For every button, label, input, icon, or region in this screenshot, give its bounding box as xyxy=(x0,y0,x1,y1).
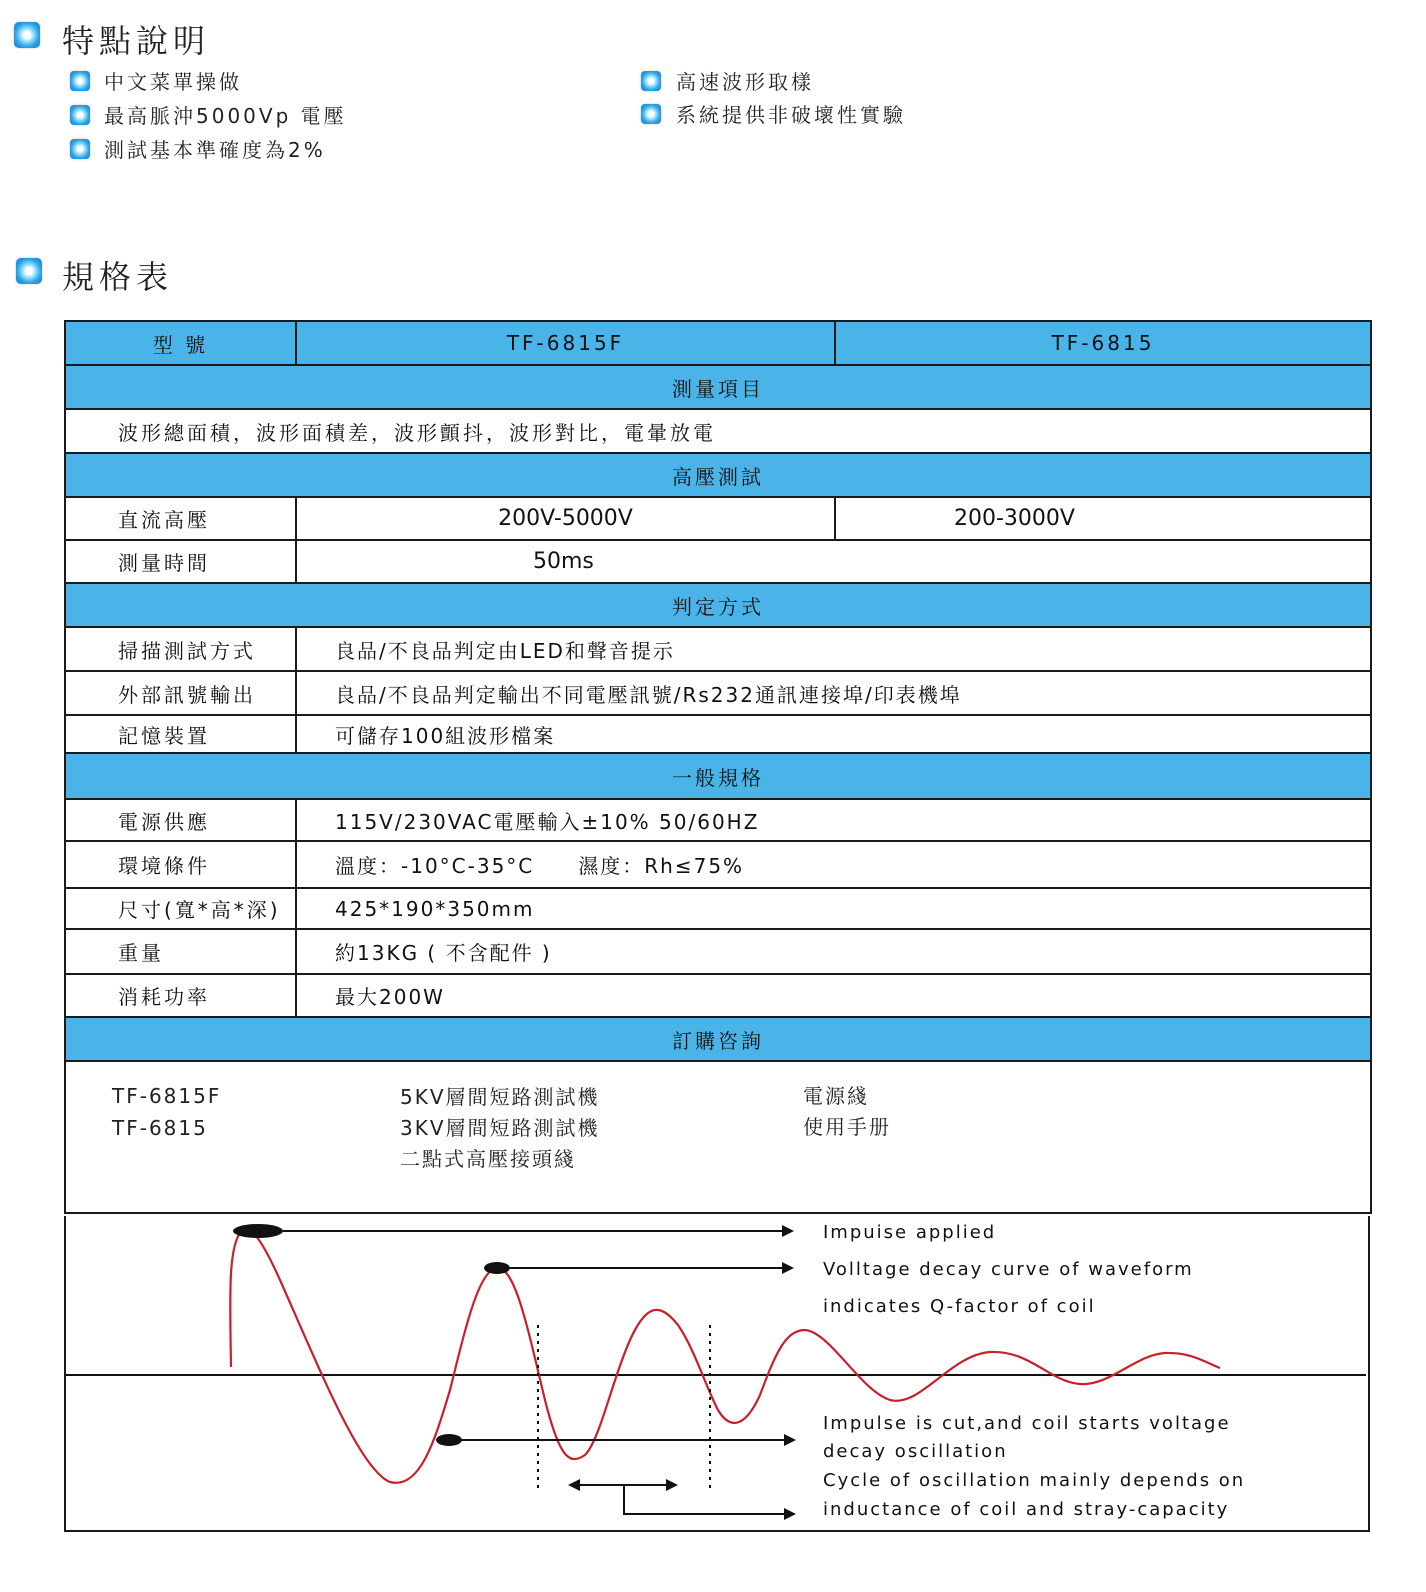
row-label: 外部訊號輸出 xyxy=(65,671,296,715)
section-title: 一般規格 xyxy=(65,753,1371,799)
row-label: 消耗功率 xyxy=(65,974,296,1017)
row-label: 測量時間 xyxy=(65,540,296,583)
feature-item: 最高脈沖5000Vp 電壓 xyxy=(104,104,347,128)
order-model: TF-6815F xyxy=(112,1084,222,1108)
feature-item: 系統提供非破壞性實驗 xyxy=(676,103,906,127)
peak-marker xyxy=(484,1262,510,1274)
row-value: 425*190*350mm xyxy=(296,888,1371,929)
model-name: TF-6815 xyxy=(835,321,1371,365)
spec-title: 規格表 xyxy=(62,258,174,296)
features-title: 特點說明 xyxy=(62,22,211,60)
row-label: 環境條件 xyxy=(65,841,296,888)
order-model: TF-6815 xyxy=(112,1116,208,1140)
row-value: 50ms xyxy=(296,540,1371,583)
waveform-label: Cycle of oscillation mainly depends on xyxy=(823,1470,1246,1491)
impulse-marker xyxy=(233,1224,283,1238)
waveform-label: indicates Q-factor of coil xyxy=(823,1296,1096,1317)
waveform-label: Volltage decay curve of waveform xyxy=(823,1259,1194,1280)
row-label: 記憶裝置 xyxy=(65,715,296,753)
order-accessory: 電源綫 xyxy=(803,1084,869,1108)
row-label: 重量 xyxy=(65,929,296,974)
row-label: 尺寸(寬*高*深) xyxy=(65,888,296,929)
row-value: 可儲存100組波形檔案 xyxy=(296,715,1371,753)
cut-marker xyxy=(436,1434,462,1446)
row-value: 良品/不良品判定由LED和聲音提示 xyxy=(296,627,1371,671)
section-title: 高壓測試 xyxy=(65,453,1371,497)
row-value: 溫度：-10°C-35°C 濕度：Rh≤75% xyxy=(296,841,1371,888)
order-accessory: 使用手册 xyxy=(803,1115,891,1139)
model-label: 型 號 xyxy=(65,321,296,365)
section-title: 測量項目 xyxy=(65,365,1371,409)
order-description: 5KV層間短路測試機 xyxy=(400,1085,600,1109)
section-title: 判定方式 xyxy=(65,583,1371,627)
row-value: 200-3000V xyxy=(835,497,1371,540)
feature-item: 中文菜單操做 xyxy=(104,70,242,94)
arrow xyxy=(624,1485,794,1514)
waveform-label: decay oscillation xyxy=(823,1441,1008,1462)
waveform-label: inductance of coil and stray-capacity xyxy=(823,1499,1230,1520)
model-name: TF-6815F xyxy=(296,321,835,365)
order-description: 二點式高壓接頭綫 xyxy=(400,1147,576,1171)
row-label: 電源供應 xyxy=(65,799,296,841)
waveform-label: Impulse is cut,and coil starts voltage xyxy=(823,1413,1231,1434)
row-value: 約13KG ( 不含配件 ) xyxy=(296,929,1371,974)
order-description: 3KV層間短路測試機 xyxy=(400,1116,600,1140)
row-value: 良品/不良品判定輸出不同電壓訊號/Rs232通訊連接埠/印表機埠 xyxy=(296,671,1371,715)
row-value: 最大200W xyxy=(296,974,1371,1017)
row-value: 115V/230VAC電壓輸入±10% 50/60HZ xyxy=(296,799,1371,841)
waveform-label: Impuise applied xyxy=(823,1222,997,1243)
section-title: 訂購咨詢 xyxy=(65,1017,1371,1061)
measure-items: 波形總面積，波形面積差，波形顫抖，波形對比，電暈放電 xyxy=(65,409,1371,453)
feature-item: 高速波形取樣 xyxy=(676,70,814,94)
row-value: 200V-5000V xyxy=(296,497,835,540)
feature-item: 測試基本準確度為2% xyxy=(104,138,326,162)
row-label: 直流高壓 xyxy=(65,497,296,540)
row-label: 掃描測試方式 xyxy=(65,627,296,671)
